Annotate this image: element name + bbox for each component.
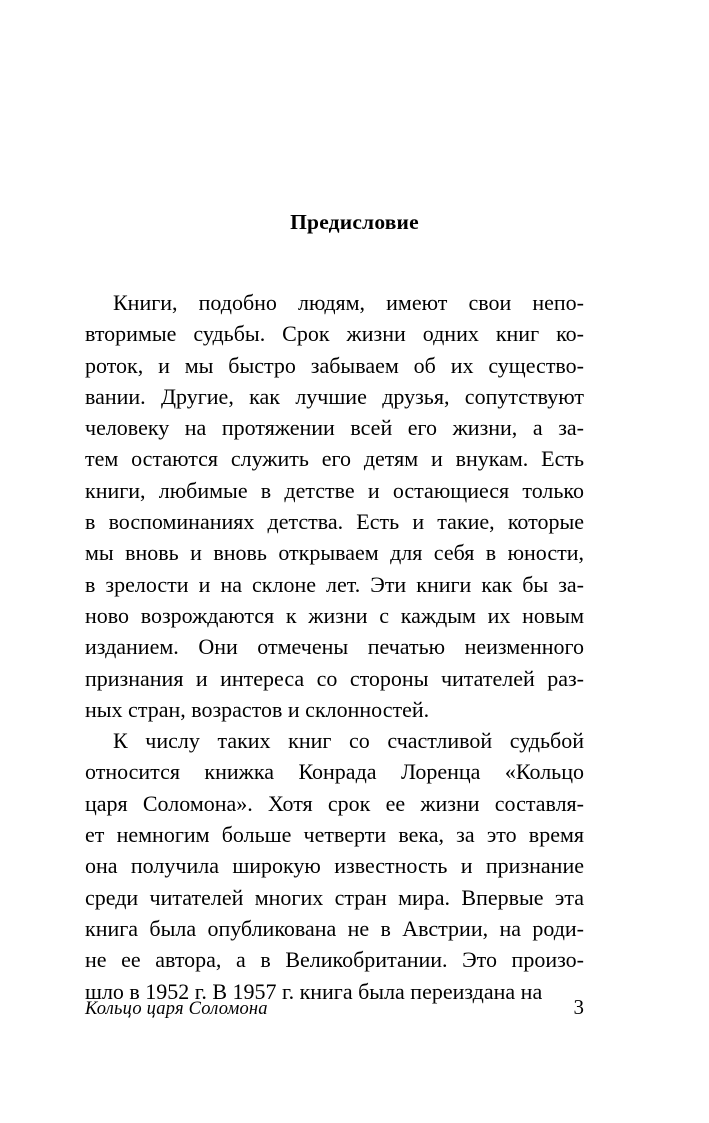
text-line: мы вновь и вновь открываем для себя в юности, — [85, 540, 584, 566]
paragraph-2 — [85, 725, 584, 1007]
running-footer — [85, 995, 584, 1021]
text-line: вторимые судьбы. Срок жизни одних книг ко- — [85, 321, 584, 347]
page-title: Предисловие — [290, 210, 419, 235]
text-line: книга была опубликована не в Австрии, на роди- — [85, 915, 584, 941]
text-line: ных стран, возрастов и склонностей. — [85, 696, 430, 722]
text-line: царя Соломона». Хотя срок ее жизни составля- — [85, 790, 584, 816]
text-line: шло в 1952 г. В 1957 г. книга была переиздана на — [85, 978, 543, 1004]
paragraph-1 — [85, 287, 584, 725]
text-line: она получила широкую известность и признание — [85, 853, 584, 879]
page-number: 3 — [573, 995, 584, 1019]
text-line: изданием. Они отмечены печатью неизменного — [85, 634, 584, 660]
text-line: тем остаются служить его детям и внукам. Есть — [85, 446, 584, 472]
text-line: Книги, подобно людям, имеют свои непо- — [113, 290, 584, 315]
text-line: ново возрождаются к жизни с каждым их новым — [85, 602, 584, 628]
text-line: в зрелости и на склоне лет. Эти книги как бы за- — [85, 571, 584, 597]
text-line: признания и интереса со стороны читателей раз- — [85, 665, 584, 691]
text-line: роток, и мы быстро забываем об их существо- — [85, 352, 584, 378]
text-line: относится книжка Конрада Лоренца «Кольцо — [85, 759, 584, 785]
body-text-block — [85, 287, 584, 1007]
text-line: в воспоминаниях детства. Есть и такие, которые — [85, 509, 584, 535]
text-line: книги, любимые в детстве и остающиеся только — [85, 477, 584, 503]
text-line: вании. Другие, как лучшие друзья, сопутствуют — [85, 383, 584, 409]
footer-book-title: Кольцо царя Соломона — [85, 999, 268, 1019]
text-line: К числу таких книг со счастливой судьбой — [113, 728, 584, 754]
text-line: человеку на протяжении всей его жизни, а за- — [85, 415, 584, 441]
text-line: ет немногим больше четверти века, за это время — [85, 822, 584, 848]
text-line: среди читателей многих стран мира. Впервые эта — [85, 884, 584, 910]
text-line: не ее автора, а в Великобритании. Это произо- — [85, 947, 584, 973]
